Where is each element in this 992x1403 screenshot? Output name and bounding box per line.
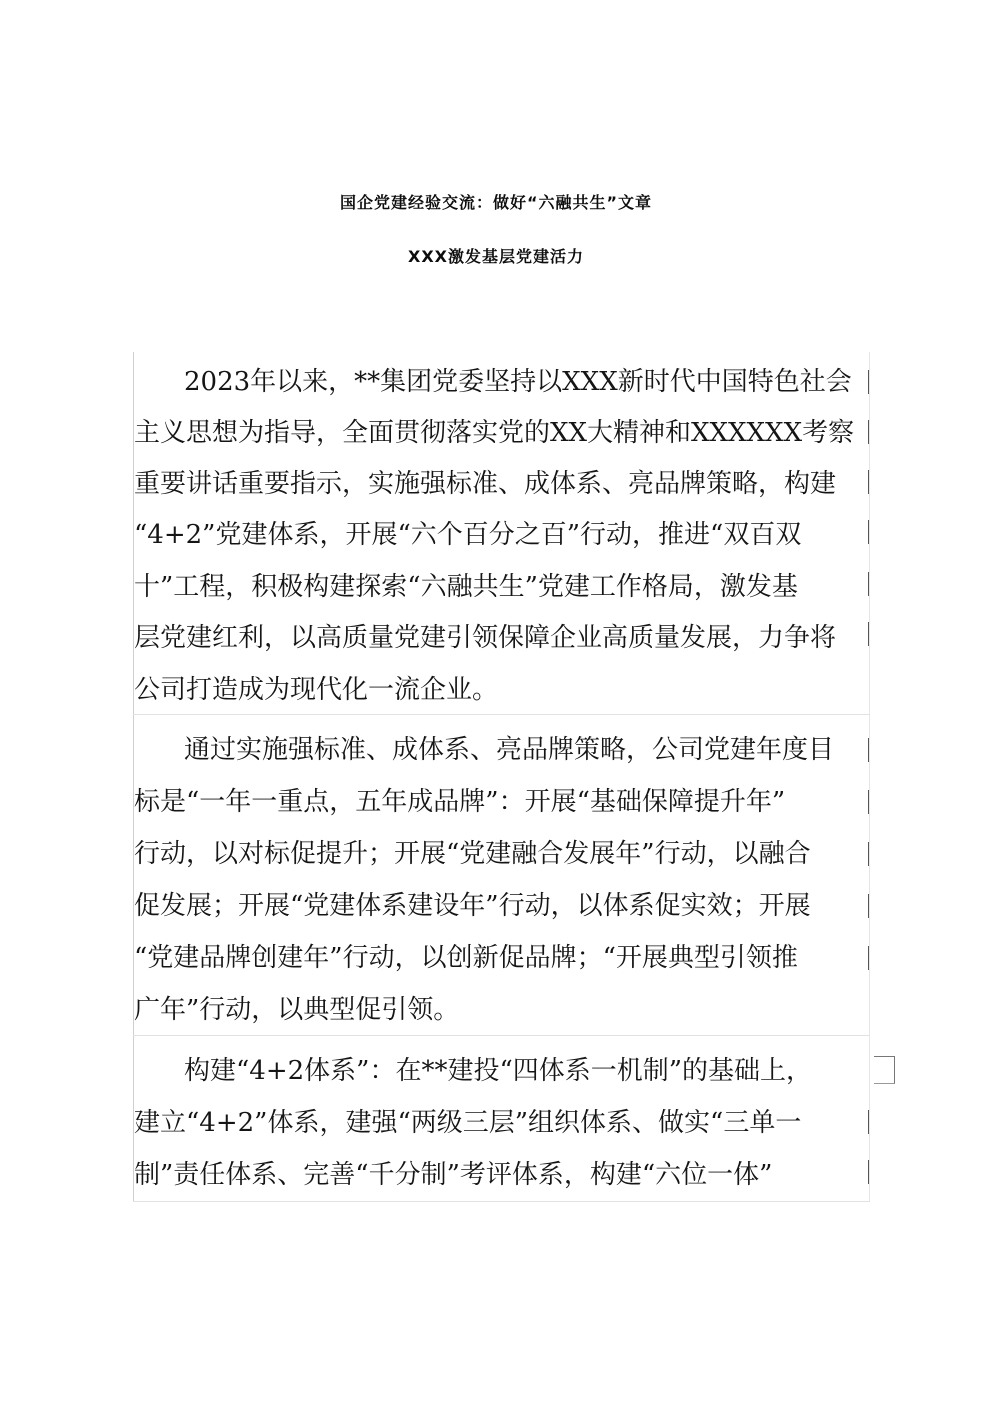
- right-margin-mark: [868, 894, 869, 918]
- paragraph-divider-2: [133, 1035, 870, 1036]
- right-margin-mark: [868, 370, 869, 394]
- paragraph-line: 层党建红利，以高质量党建引领保障企业高质量发展，力争将: [134, 623, 837, 653]
- right-margin-mark: [868, 842, 869, 866]
- bottom-border-rule: [133, 1201, 870, 1202]
- paragraph-line: 重要讲话重要指示，实施强标准、成体系、亮品牌策略，构建: [134, 469, 837, 499]
- right-margin-mark: [868, 622, 869, 646]
- paragraph-line: “4+2”党建体系，开展“六个百分之百”行动，推进“双百双: [134, 520, 802, 550]
- right-margin-mark: [868, 420, 869, 444]
- right-margin-mark: [868, 572, 869, 596]
- right-margin-mark: [868, 1160, 869, 1184]
- corner-frame-mark: [874, 1056, 895, 1084]
- right-margin-mark: [868, 470, 869, 494]
- paragraph-line: 建立“4+2”体系，建强“两级三层”组织体系、做实“三单一: [134, 1108, 802, 1138]
- right-margin-mark: [868, 1110, 869, 1134]
- paragraph-line: 通过实施强标准、成体系、亮品牌策略，公司党建年度目: [184, 735, 835, 765]
- paragraph-line: 十”工程，积极构建探索“六融共生”党建工作格局，激发基: [134, 572, 798, 602]
- paragraph-line: 构建“4+2体系”：在**建投“四体系一机制”的基础上，: [184, 1056, 813, 1086]
- document-title-line-1: 国企党建经验交流：做好“六融共生”文章: [339, 193, 653, 212]
- paragraph-line: 主义思想为指导，全面贯彻落实党的XX大精神和XXXXXX考察: [134, 418, 855, 448]
- paragraph-line: 标是“一年一重点，五年成品牌”：开展“基础保障提升年”: [134, 787, 786, 817]
- paragraph-line: 2023年以来，**集团党委坚持以XXX新时代中国特色社会: [184, 367, 852, 397]
- right-margin-mark: [868, 946, 869, 970]
- document-title-line-2: XXX激发基层党建活力: [407, 247, 584, 266]
- paragraph-line: 公司打造成为现代化一流企业。: [134, 675, 499, 705]
- paragraph-line: 促发展；开展“党建体系建设年”行动，以体系促实效；开展: [134, 891, 811, 921]
- right-margin-mark: [868, 738, 869, 762]
- paragraph-line: 行动，以对标促提升；开展“党建融合发展年”行动，以融合: [134, 839, 811, 869]
- right-border-rule: [869, 352, 870, 1202]
- right-margin-mark: [868, 520, 869, 544]
- paragraph-line: “党建品牌创建年”行动，以创新促品牌；“开展典型引领推: [134, 943, 798, 973]
- right-margin-mark: [868, 790, 869, 814]
- paragraph-line: 制”责任体系、完善“千分制”考评体系，构建“六位一体”: [134, 1160, 773, 1190]
- paragraph-line: 广年”行动，以典型促引领。: [134, 995, 460, 1025]
